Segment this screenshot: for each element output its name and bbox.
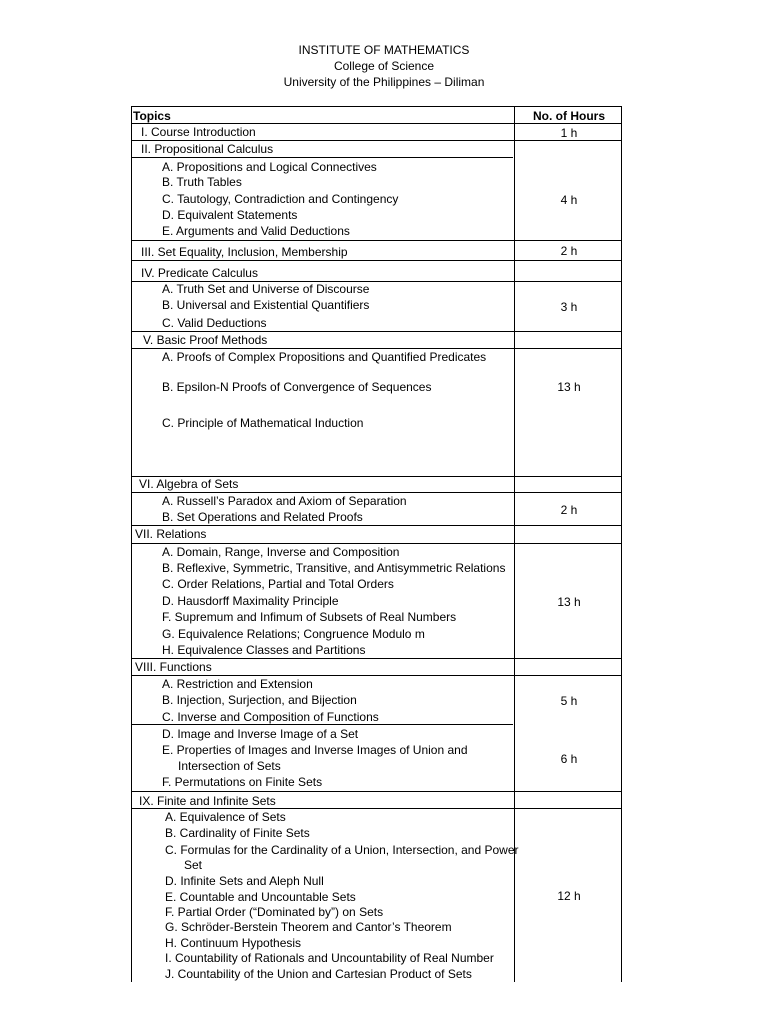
section-hours: 13 h [557, 595, 581, 609]
course-outline-table [131, 106, 622, 982]
topic-item: B. Epsilon-N Proofs of Convergence of Sequences [162, 380, 432, 394]
row-divider [132, 348, 621, 349]
row-divider [132, 123, 621, 124]
section-title: I. Course Introduction [141, 125, 256, 139]
row-divider [132, 157, 513, 158]
topic-item: B. Universal and Existential Quantifiers [162, 298, 370, 312]
section-title: VIII. Functions [135, 660, 212, 674]
topic-item-continued: Intersection of Sets [178, 759, 281, 773]
topic-item: B. Cardinality of Finite Sets [165, 826, 310, 840]
row-divider [132, 260, 621, 261]
topic-item: E. Countable and Uncountable Sets [165, 890, 356, 904]
row-divider [132, 543, 621, 544]
row-divider [132, 525, 621, 526]
topic-item: J. Countability of the Union and Cartesian Product of Sets [165, 967, 472, 981]
topic-item: A. Russell’s Paradox and Axiom of Separation [162, 494, 407, 508]
topic-item: F. Supremum and Infimum of Subsets of Real Numbers [162, 610, 457, 624]
topic-item: A. Truth Set and Universe of Discourse [162, 282, 370, 296]
topic-item: F. Permutations on Finite Sets [162, 775, 323, 789]
topic-item: B. Truth Tables [162, 175, 242, 189]
document-header [0, 42, 768, 90]
topic-item: F. Partial Order (“Dominated by”) on Sets [165, 905, 384, 919]
topic-item: C. Valid Deductions [162, 316, 267, 330]
hours-column-header: No. of Hours [533, 109, 605, 123]
section-hours: 2 h [560, 503, 578, 517]
topic-item: A. Propositions and Logical Connectives [162, 160, 377, 174]
row-divider [132, 675, 621, 676]
institute-name: INSTITUTE OF MATHEMATICS [298, 43, 470, 57]
section-hours: 5 h [560, 694, 578, 708]
row-divider [132, 658, 621, 659]
topic-item: B. Set Operations and Related Proofs [162, 510, 363, 524]
topic-item: C. Principle of Mathematical Induction [162, 416, 364, 430]
topic-item: I. Countability of Rationals and Uncountability of Real Number [165, 951, 494, 965]
row-divider [132, 140, 621, 141]
topic-item: H. Equivalence Classes and Partitions [162, 643, 366, 657]
topic-item: C. Order Relations, Partial and Total Orders [162, 577, 394, 591]
topic-item: C. Tautology, Contradiction and Contingency [162, 192, 399, 206]
topic-item: D. Image and Inverse Image of a Set [162, 727, 359, 741]
topics-column-header: Topics [133, 109, 171, 123]
topic-item: C. Inverse and Composition of Functions [162, 710, 379, 724]
topic-item: A. Equivalence of Sets [165, 810, 286, 824]
topic-item: A. Domain, Range, Inverse and Composition [162, 545, 400, 559]
topic-item: D. Equivalent Statements [162, 208, 298, 222]
topic-item: E. Arguments and Valid Deductions [162, 224, 350, 238]
college-name: College of Science [333, 59, 435, 73]
topic-item: D. Hausdorff Maximality Principle [162, 594, 339, 608]
topic-item: A. Proofs of Complex Propositions and Quantified Predicates [162, 350, 487, 364]
row-divider [132, 331, 621, 332]
row-divider [132, 808, 621, 809]
row-divider [132, 791, 621, 792]
topic-item: G. Schröder-Berstein Theorem and Cantor’s Theorem [165, 920, 452, 934]
section-hours: 12 h [557, 889, 581, 903]
topic-item: G. Equivalence Relations; Congruence Modulo m [162, 627, 425, 641]
section-title: V. Basic Proof Methods [143, 333, 268, 347]
section-title: IV. Predicate Calculus [141, 266, 258, 280]
section-title: VII. Relations [135, 527, 207, 541]
university-name: University of the Philippines – Diliman [283, 75, 485, 89]
row-divider [132, 240, 621, 241]
row-divider [132, 492, 621, 493]
section-hours: 1 h [560, 126, 578, 140]
section-hours: 2 h [560, 244, 578, 258]
topic-item: H. Continuum Hypothesis [165, 936, 302, 950]
section-title: III. Set Equality, Inclusion, Membership [141, 245, 348, 259]
section-title: II. Propositional Calculus [141, 142, 274, 156]
section-hours: 13 h [557, 380, 581, 394]
topic-item: C. Formulas for the Cardinality of a Union, Intersection, and Power [165, 843, 519, 857]
section-hours: 6 h [560, 752, 578, 766]
section-title: IX. Finite and Infinite Sets [139, 794, 276, 808]
topic-item: A. Restriction and Extension [162, 677, 313, 691]
topic-item: B. Injection, Surjection, and Bijection [162, 693, 357, 707]
section-title: VI. Algebra of Sets [139, 477, 239, 491]
row-divider [132, 724, 513, 725]
section-hours: 3 h [560, 300, 578, 314]
section-hours: 4 h [560, 193, 578, 207]
topic-item: D. Infinite Sets and Aleph Null [165, 874, 324, 888]
topic-item-continued: Set [184, 858, 203, 872]
topic-item: E. Properties of Images and Inverse Images of Union and [162, 743, 468, 757]
topic-item: B. Reflexive, Symmetric, Transitive, and Antisymmetric Relations [162, 561, 506, 575]
